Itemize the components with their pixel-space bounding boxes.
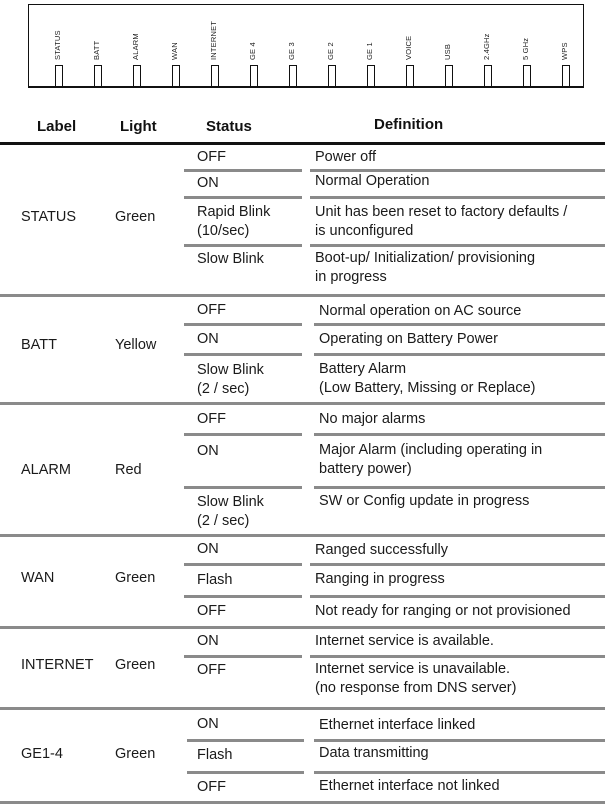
led-indicator-ge-3 bbox=[283, 6, 303, 86]
definition-cell: Ranged successfully bbox=[315, 542, 448, 558]
row-divider bbox=[310, 244, 605, 247]
led-light-icon bbox=[523, 65, 531, 86]
led-light-icon bbox=[367, 65, 375, 86]
definition-cell: Operating on Battery Power bbox=[319, 331, 498, 347]
status-cell: OFF bbox=[197, 149, 226, 165]
light-color-cell: Red bbox=[115, 462, 142, 478]
row-divider bbox=[314, 323, 605, 326]
row-divider bbox=[314, 739, 605, 742]
led-indicator-ge-4 bbox=[244, 6, 264, 86]
definition-cell: battery power) bbox=[319, 461, 412, 477]
header-divider bbox=[0, 142, 605, 145]
led-light-icon bbox=[211, 65, 219, 86]
status-cell: Slow Blink bbox=[197, 494, 264, 510]
light-color-cell: Yellow bbox=[115, 337, 157, 353]
led-light-icon bbox=[55, 65, 63, 86]
row-divider bbox=[314, 486, 605, 489]
definition-cell: No major alarms bbox=[319, 411, 426, 427]
definition-cell: is unconfigured bbox=[315, 223, 414, 239]
led-label-cell: STATUS bbox=[21, 209, 77, 225]
group-divider bbox=[0, 626, 605, 629]
led-light-icon bbox=[133, 65, 141, 86]
led-panel-diagram bbox=[28, 4, 584, 88]
light-color-cell: Green bbox=[115, 570, 156, 586]
led-label-cell: INTERNET bbox=[21, 657, 94, 673]
led-indicator-2-4ghz bbox=[478, 6, 498, 86]
status-cell: (2 / sec) bbox=[197, 381, 250, 397]
status-cell: Flash bbox=[197, 572, 233, 588]
led-label: 5 GHz bbox=[521, 37, 530, 60]
row-divider bbox=[184, 353, 302, 356]
definition-cell: Power off bbox=[315, 149, 376, 165]
row-divider bbox=[184, 486, 302, 489]
led-indicator-internet bbox=[205, 6, 225, 86]
led-light-icon bbox=[289, 65, 297, 86]
led-label: GE 1 bbox=[365, 42, 374, 60]
led-indicator-ge-2 bbox=[322, 6, 342, 86]
header-status: Status bbox=[206, 118, 252, 135]
led-light-icon bbox=[562, 65, 570, 86]
status-cell: OFF bbox=[197, 411, 226, 427]
definition-cell: (Low Battery, Missing or Replace) bbox=[319, 380, 536, 396]
group-divider bbox=[0, 402, 605, 405]
led-indicator-status bbox=[49, 6, 69, 86]
definition-cell: Not ready for ranging or not provisioned bbox=[315, 603, 571, 619]
led-label: ALARM bbox=[131, 33, 140, 60]
row-divider bbox=[184, 655, 302, 658]
header-light: Light bbox=[120, 118, 157, 135]
led-label: GE 3 bbox=[287, 42, 296, 60]
led-light-icon bbox=[172, 65, 180, 86]
status-cell: OFF bbox=[197, 779, 226, 795]
status-cell: (2 / sec) bbox=[197, 513, 250, 529]
led-indicator-usb bbox=[439, 6, 459, 86]
status-cell: Slow Blink bbox=[197, 251, 264, 267]
definition-cell: Normal Operation bbox=[315, 173, 430, 189]
led-label: STATUS bbox=[53, 30, 62, 60]
definition-cell: Ranging in progress bbox=[315, 571, 445, 587]
status-cell: ON bbox=[197, 443, 219, 459]
definition-cell: Normal operation on AC source bbox=[319, 303, 522, 319]
group-divider bbox=[0, 801, 605, 804]
row-divider bbox=[184, 323, 302, 326]
row-divider bbox=[310, 196, 605, 199]
light-color-cell: Green bbox=[115, 657, 156, 673]
led-label: GE 4 bbox=[248, 42, 257, 60]
led-light-icon bbox=[484, 65, 492, 86]
led-indicator-alarm bbox=[127, 6, 147, 86]
led-light-icon bbox=[250, 65, 258, 86]
led-label: INTERNET bbox=[209, 20, 218, 60]
led-label-cell: ALARM bbox=[21, 462, 71, 478]
row-divider bbox=[187, 771, 304, 774]
group-divider bbox=[0, 534, 605, 537]
header-definition: Definition bbox=[374, 116, 444, 133]
definition-cell: Boot-up/ Initialization/ provisioning bbox=[315, 250, 536, 266]
led-label: USB bbox=[443, 43, 452, 60]
status-cell: ON bbox=[197, 633, 219, 649]
row-divider bbox=[184, 244, 302, 247]
led-label: 2.4GHz bbox=[482, 33, 491, 60]
group-divider bbox=[0, 707, 605, 710]
definition-cell: Data transmitting bbox=[319, 745, 429, 761]
definition-cell: Ethernet interface not linked bbox=[319, 778, 500, 794]
row-divider bbox=[314, 353, 605, 356]
led-indicator-5-ghz bbox=[517, 6, 537, 86]
status-cell: OFF bbox=[197, 603, 226, 619]
led-label: WAN bbox=[170, 42, 179, 60]
status-cell: ON bbox=[197, 541, 219, 557]
row-divider bbox=[310, 655, 605, 658]
definition-cell: Internet service is available. bbox=[315, 633, 494, 649]
status-cell: ON bbox=[197, 331, 219, 347]
led-label: WPS bbox=[560, 42, 569, 60]
definition-cell: (no response from DNS server) bbox=[315, 680, 517, 696]
led-label: GE 2 bbox=[326, 42, 335, 60]
status-cell: (10/sec) bbox=[197, 223, 250, 239]
row-divider bbox=[184, 563, 302, 566]
led-label-cell: WAN bbox=[21, 570, 55, 586]
led-light-icon bbox=[406, 65, 414, 86]
led-indicator-wps bbox=[556, 6, 576, 86]
definition-cell: Internet service is unavailable. bbox=[315, 661, 511, 677]
row-divider bbox=[314, 771, 605, 774]
row-divider bbox=[184, 169, 302, 172]
definition-cell: Ethernet interface linked bbox=[319, 717, 476, 733]
row-divider bbox=[184, 196, 302, 199]
status-cell: ON bbox=[197, 175, 219, 191]
definition-cell: Unit has been reset to factory defaults / bbox=[315, 204, 568, 220]
led-light-icon bbox=[328, 65, 336, 86]
status-cell: OFF bbox=[197, 302, 226, 318]
row-divider bbox=[184, 433, 302, 436]
led-label: BATT bbox=[92, 40, 101, 60]
definition-cell: Battery Alarm bbox=[319, 361, 407, 377]
led-label-cell: BATT bbox=[21, 337, 57, 353]
led-indicator-ge-1 bbox=[361, 6, 381, 86]
row-divider bbox=[187, 739, 304, 742]
led-label: VOICE bbox=[404, 35, 413, 60]
group-divider bbox=[0, 294, 605, 297]
led-label-cell: GE1-4 bbox=[21, 746, 63, 762]
definition-cell: in progress bbox=[315, 269, 387, 285]
row-divider bbox=[310, 595, 605, 598]
definition-cell: Major Alarm (including operating in bbox=[319, 442, 543, 458]
status-cell: Slow Blink bbox=[197, 362, 264, 378]
row-divider bbox=[314, 433, 605, 436]
row-divider bbox=[184, 595, 302, 598]
light-color-cell: Green bbox=[115, 209, 156, 225]
definition-cell: SW or Config update in progress bbox=[319, 493, 530, 509]
row-divider bbox=[310, 563, 605, 566]
light-color-cell: Green bbox=[115, 746, 156, 762]
led-indicator-batt bbox=[88, 6, 108, 86]
led-light-icon bbox=[445, 65, 453, 86]
led-indicator-wan bbox=[166, 6, 186, 86]
status-cell: ON bbox=[197, 716, 219, 732]
status-cell: Flash bbox=[197, 747, 233, 763]
led-light-icon bbox=[94, 65, 102, 86]
status-cell: Rapid Blink bbox=[197, 204, 271, 220]
header-label: Label bbox=[37, 118, 77, 135]
led-indicator-voice bbox=[400, 6, 420, 86]
status-cell: OFF bbox=[197, 662, 226, 678]
